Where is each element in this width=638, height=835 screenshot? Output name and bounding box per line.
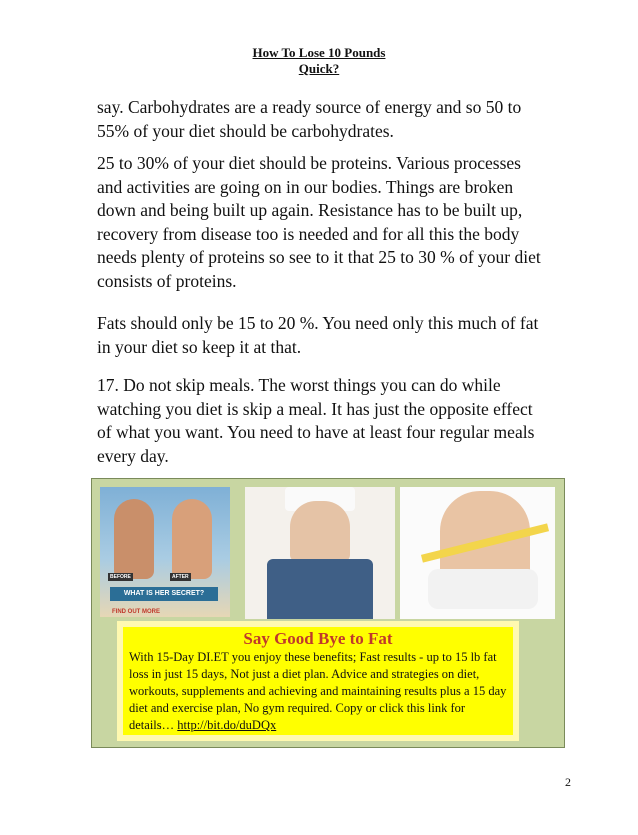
after-label: AFTER [172, 574, 189, 580]
measuring-tape-image [400, 487, 555, 619]
shorts-shape [428, 569, 538, 609]
jeans-shape [267, 559, 373, 619]
torso-shape [290, 501, 350, 561]
secret-banner: WHAT IS HER SECRET? [110, 587, 218, 601]
after-figure [172, 499, 212, 579]
loose-jeans-image [245, 487, 395, 619]
promo-link[interactable]: http://bit.do/duDQx [177, 718, 277, 732]
before-after-image[interactable] [100, 487, 230, 617]
paragraph-text: 25 to 30% of your diet should be proteins. Various processes and activities are going on in our bodies. Things are broken down and being built up again. Resistance has to be built up, recovery from disease too is needed and for all this the body needs plenty of proteins so see to it that 25 to 30 % of your diet consists of proteins. [97, 153, 541, 291]
promo-body [129, 649, 507, 734]
paragraph-fats [97, 312, 542, 359]
page-number: 2 [565, 775, 571, 789]
paragraph-carbohydrates [97, 96, 542, 143]
paragraph-text: Fats should only be 15 to 20 %. You need only this much of fat in your diet so keep it at that. [97, 313, 539, 357]
header-title-line2: Quick? [298, 61, 340, 76]
find-out-more-link[interactable]: FIND OUT MORE [112, 609, 160, 615]
ad-image-strip [100, 487, 555, 619]
header-title-line1: How To Lose 10 Pounds [252, 45, 386, 60]
paragraph-proteins [97, 152, 542, 293]
paragraph-meals [97, 374, 542, 468]
promo-title: Say Good Bye to Fat [243, 629, 393, 648]
promo-panel [117, 621, 519, 741]
paragraph-text: 17. Do not skip meals. The worst things you can do while watching you diet is skip a meal. It has just the opposite effect of what you want. You need to have at least four regular meals every day. [97, 375, 535, 466]
page-header [0, 45, 638, 77]
before-figure [114, 499, 154, 579]
before-label: BEFORE [110, 574, 131, 580]
advertisement-box [91, 478, 565, 748]
promo-body-text: With 15-Day DI.ET you enjoy these benefits; Fast results - up to 15 lb fat loss in just 15 days, Not just a diet plan. Advice and strategies on diet, workouts, supplements and achieving and maintaining results plus a 15 day diet and exercise plan, No gym required. Copy or click this link for details… [129, 650, 507, 732]
paragraph-text: say. Carbohydrates are a ready source of energy and so 50 to 55% of your diet should be carbohydrates. [97, 97, 522, 141]
